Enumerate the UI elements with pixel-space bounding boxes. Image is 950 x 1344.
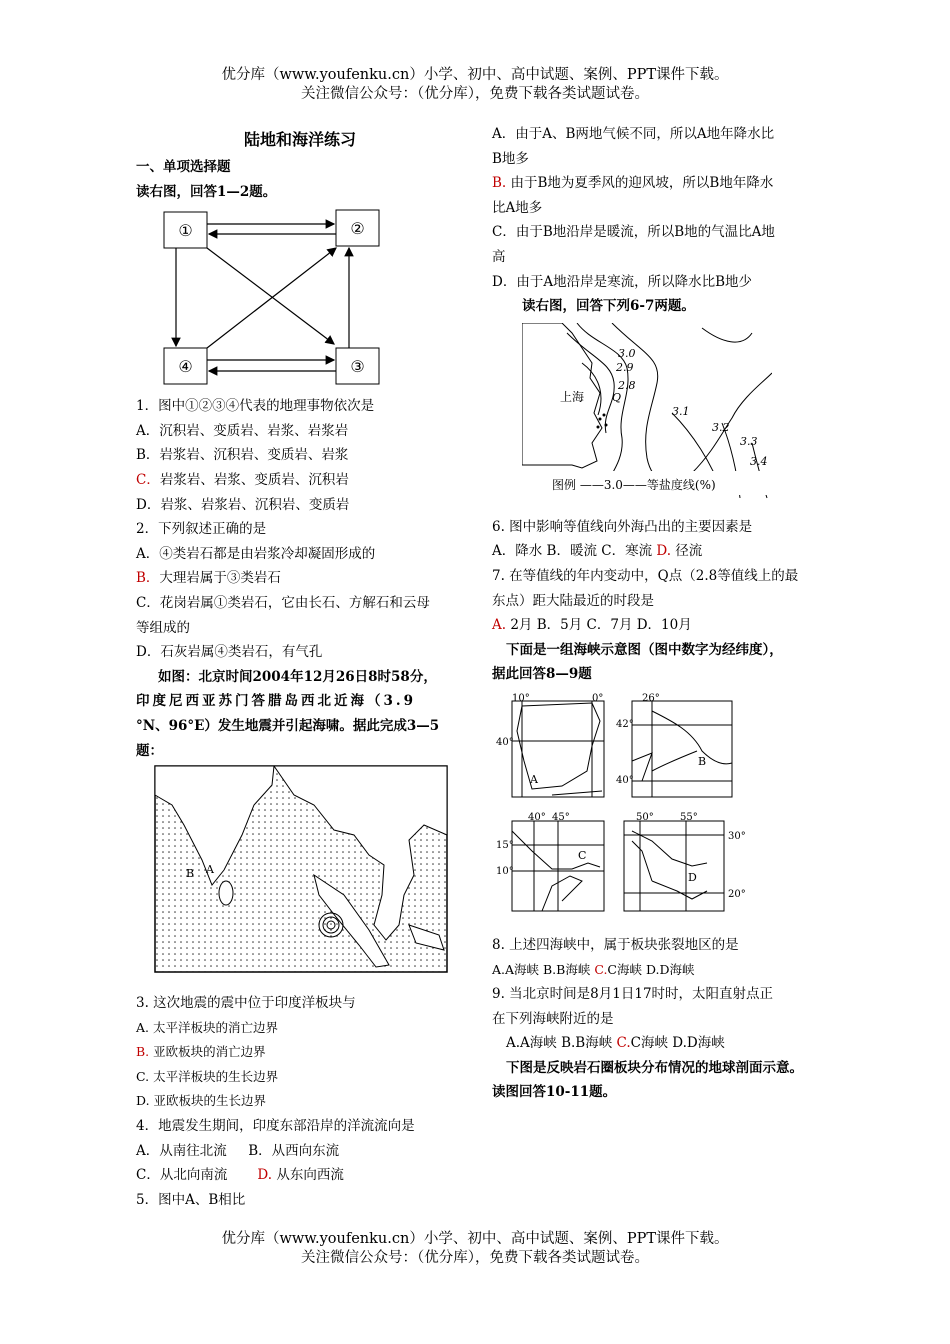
q5-stem: 5．图中A、B相比	[136, 1191, 246, 1208]
q5-option-b	[492, 171, 822, 196]
strait-a-label: A	[530, 772, 538, 786]
q3-b-text: 亚欧板块的消亡边界	[149, 1044, 266, 1060]
q3-option-c: C. 太平洋板块的生长边界	[136, 1068, 279, 1084]
q7-options	[492, 613, 822, 638]
q5-option-d: D．由于A地沿岸是寒流，所以降水比B地少	[492, 273, 752, 290]
q7-a-letter: A.	[492, 617, 507, 634]
strait-d-lat2: 20°	[728, 888, 746, 900]
q5-option-c-cont: 高	[492, 248, 506, 265]
intro-q10-11-line1: 下图是反映岩石圈板块分布情况的地球剖面示意。	[506, 1059, 803, 1076]
indian-ocean-map	[154, 765, 450, 975]
intro-q8-9-line1: 下面是一组海峡示意图（图中数字为经纬度），	[506, 641, 783, 658]
q4-options-ab	[136, 1139, 464, 1164]
header-line-1: 优分库（www.youfenku.cn）小学、初中、高中试题、案例、PPT课件下载。	[221, 67, 729, 83]
q5-b-letter: B.	[492, 175, 507, 192]
q9-options-ab: A.A海峡 B.B海峡	[506, 1035, 617, 1052]
q2-option-a: A．④类岩石都是由岩浆冷却凝固形成的	[136, 545, 376, 562]
intro-q10-11-line2: 读图回答10-11题。	[492, 1084, 617, 1101]
q9-stem: 9. 当北京时间是8月1日17时时，太阳直射点正	[492, 986, 774, 1003]
page-title: 陆地和海洋练习	[243, 130, 356, 149]
strait-c-lon2: 45°	[552, 811, 570, 823]
strait-a-map	[512, 701, 604, 797]
left-column	[136, 125, 464, 1212]
q8-stem: 8. 上述四海峡中，属于板块张裂地区的是	[492, 936, 739, 953]
section-heading: 一、单项选择题	[136, 159, 231, 175]
q1-option-d: D．岩浆、岩浆岩、沉积岩、变质岩	[136, 496, 350, 513]
intro-q3-5-line4: 题：	[136, 742, 163, 759]
strait-a-lat: 40°	[496, 736, 514, 748]
salinity-map	[522, 323, 772, 503]
isoline-2-8: 2.8	[618, 378, 636, 392]
isoline-3-0: 3.0	[618, 346, 636, 360]
q6-d-text: 径流	[671, 543, 703, 560]
q1-option-b: B．岩浆岩、沉积岩、变质岩、岩浆	[136, 447, 349, 464]
q3-option-a: A. 太平洋板块的消亡边界	[136, 1019, 278, 1035]
strait-d-label: D	[688, 870, 697, 884]
q8-options	[492, 958, 822, 983]
strait-b-map	[632, 701, 732, 797]
strait-a-lon1: 10°	[512, 692, 530, 704]
q5-option-b-cont: 比A地多	[492, 199, 543, 216]
page-footer	[0, 1230, 950, 1268]
right-column	[492, 122, 822, 1105]
strait-b-label: B	[698, 754, 707, 768]
q9-options-cd: C海峡 D.D海峡	[630, 1035, 725, 1052]
map1-label-a: A	[206, 863, 214, 877]
q1-c-text: 岩浆岩、岩浆、变质岩、沉积岩	[159, 471, 349, 488]
header-line-2: 关注微信公众号：（优分库），免费下载各类试题试卷。	[301, 86, 649, 102]
q1-option-a: A．沉积岩、变质岩、岩浆、岩浆岩	[136, 422, 349, 439]
rock-cycle-diagram	[136, 204, 396, 394]
q4-d-text: 从东向西流	[272, 1167, 344, 1184]
intro-q1-2: 读右图，回答1—2题。	[136, 183, 277, 200]
isoline-3-2: 3.2	[712, 420, 730, 434]
isoline-3-3: 3.3	[740, 434, 758, 448]
q5-option-a-cont: B地多	[492, 150, 529, 167]
q8-c-letter: C.	[594, 961, 608, 977]
strait-d-lon2: 55°	[680, 811, 698, 823]
strait-a-lon2: 0°	[592, 692, 604, 704]
isoline-2-9: 2.9	[616, 360, 634, 374]
q6-options	[492, 539, 822, 564]
q8-options-ab: A.A海峡 B.B海峡	[492, 961, 595, 977]
q6-options-abc: A．降水 B．暖流 C．寒流	[492, 543, 657, 560]
q7-options-text: 2月 B．5月 C．7月 D．10月	[506, 617, 692, 634]
q4-stem: 4．地震发生期间，印度东部沿岸的洋流流向是	[136, 1118, 415, 1135]
q7-stem: 7. 在等值线的年内变动中，Q点（2.8等值线上的最	[492, 567, 799, 584]
isoline-3-4: 3.4	[750, 454, 768, 468]
q2-stem: 2．下列叙述正确的是	[136, 521, 267, 538]
q2-option-c-cont: 等组成的	[136, 619, 190, 636]
q1-option-c	[136, 468, 464, 493]
strait-d-map	[624, 821, 724, 911]
q2-option-b	[136, 566, 464, 591]
q2-option-c: C．花岗岩属①类岩石，它由长石、方解石和云母	[136, 594, 430, 611]
straits-figure	[492, 691, 752, 921]
box-3-label: ③	[350, 357, 365, 377]
q4-d-letter: D.	[257, 1167, 273, 1184]
q4-option-b: B．从西向东流	[248, 1142, 340, 1159]
box-1-label: ①	[178, 221, 193, 241]
q9-stem-cont: 在下列海峡附近的是	[492, 1010, 614, 1027]
q4-options-cd	[136, 1163, 464, 1188]
strait-c-lon1: 40°	[528, 811, 546, 823]
strait-b-lat2: 40°	[616, 774, 634, 786]
q1-stem: 1．图中①②③④代表的地理事物依次是	[136, 398, 375, 415]
box-4-label: ④	[178, 357, 193, 377]
q2-b-letter: B．	[136, 570, 160, 587]
q4-option-c: C．从北向南流	[136, 1167, 228, 1184]
strait-b-lat1: 42°	[616, 718, 634, 730]
strait-c-lat1: 15°	[496, 839, 514, 851]
q5-option-a: A．由于A、B两地气候不同，所以A地年降水比	[492, 126, 775, 142]
intro-q8-9-line2: 据此回答8—9题	[492, 666, 592, 683]
footer-line-2: 关注微信公众号：（优分库），免费下载各类试题试卷。	[301, 1250, 649, 1266]
footer-line-1: 优分库（www.youfenku.cn）小学、初中、高中试题、案例、PPT课件下载。	[221, 1231, 729, 1247]
page-header	[0, 66, 950, 104]
intro-q3-5-line3: °N、96°E）发生地震并引起海啸。据此完成3—5	[136, 717, 440, 734]
q1-c-letter: C．	[136, 471, 160, 488]
strait-d-lat1: 30°	[728, 830, 746, 842]
q9-c-letter: C.	[616, 1035, 631, 1052]
q3-option-b	[136, 1040, 464, 1065]
box-2-label: ②	[350, 219, 365, 239]
strait-c-map	[512, 821, 604, 911]
q3-stem: 3. 这次地震的震中位于印度洋板块与	[136, 995, 356, 1012]
q5-option-c: C．由于B地沿岸是暖流，所以B地的气温比A地	[492, 224, 775, 241]
intro-q6-7: 读右图，回答下列6-7两题。	[522, 298, 695, 315]
intro-q3-5-line2: 印度尼西亚苏门答腊岛西北近海（3.9	[136, 693, 416, 710]
q6-stem: 6. 图中影响等值线向外海凸出的主要因素是	[492, 518, 753, 535]
q8-options-cd: C海峡 D.D海峡	[607, 961, 695, 977]
isoline-3-1: 3.1	[672, 404, 690, 418]
q2-b-text: 大理岩属于③类岩石	[159, 570, 281, 587]
q5-b-text: 由于B地为夏季风的迎风坡，所以B地年降水	[506, 175, 774, 192]
q6-d-letter: D.	[656, 543, 672, 560]
strait-d-lon1: 50°	[636, 811, 654, 823]
label-shanghai: 上海	[560, 389, 585, 404]
map2-legend: 图例 ——3.0——等盐度线(%)	[552, 477, 716, 492]
q9-options	[492, 1031, 822, 1056]
map1-label-b: B	[186, 867, 195, 881]
strait-b-lon: 26°	[642, 692, 660, 704]
q7-stem-cont: 东点）距大陆最近的时段是	[492, 592, 654, 609]
intro-q3-5-line1: 如图：北京时间2004年12月26日8时58分，	[158, 668, 437, 685]
label-q: Q	[612, 390, 622, 404]
q3-option-d: D. 亚欧板块的生长边界	[136, 1093, 267, 1109]
q4-option-a: A．从南往北流	[136, 1142, 227, 1159]
strait-c-lat2: 10°	[496, 865, 514, 877]
strait-c-label: C	[578, 848, 587, 862]
q3-b-letter: B.	[136, 1044, 150, 1060]
q2-option-d: D．石灰岩属④类岩石，有气孔	[136, 644, 323, 661]
